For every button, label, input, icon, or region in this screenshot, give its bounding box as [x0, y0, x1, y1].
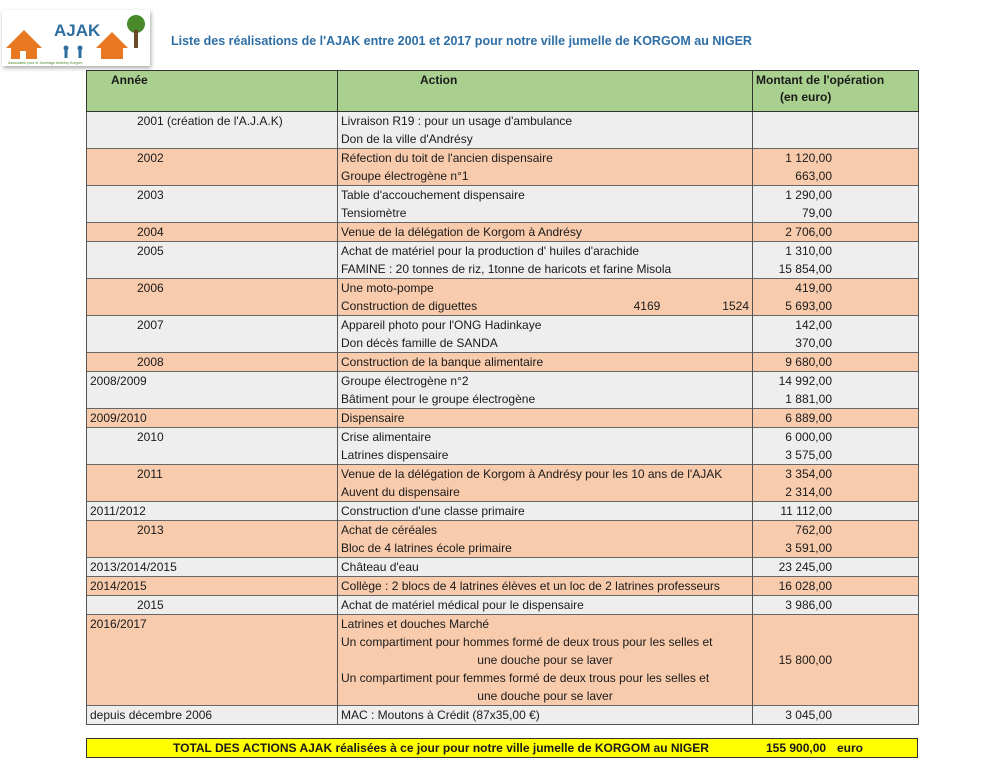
amount-cell: 2 314,00	[753, 483, 919, 502]
header-year: Année	[87, 71, 338, 112]
header-amount	[753, 71, 919, 112]
amount-cell: 1 881,00	[753, 390, 919, 409]
total-label: TOTAL DES ACTIONS AJAK réalisées à ce jour pour notre ville jumelle de KORGOM au NIGER	[173, 741, 709, 755]
action-cell: Venue de la délégation de Korgom à Andrésy	[338, 223, 753, 242]
amount-cell: 1 120,00	[753, 149, 919, 168]
year-cell: 2013/2014/2015	[87, 558, 338, 577]
table-row	[87, 615, 919, 634]
table-row	[87, 353, 919, 372]
header-amount-line1: Montant de l'opération	[756, 73, 885, 87]
table-row	[87, 409, 919, 428]
action-cell: Achat de céréales	[338, 521, 753, 540]
amount-cell: 142,00	[753, 316, 919, 335]
action-cell: Une moto-pompe	[338, 279, 753, 298]
action-cell: Auvent du dispensaire	[338, 483, 753, 502]
action-cell: Table d'accouchement dispensaire	[338, 186, 753, 205]
table-row	[87, 372, 919, 391]
year-cell: 2009/2010	[87, 409, 338, 428]
amount-cell: 11 112,00	[753, 502, 919, 521]
action-cell: Dispensaire	[338, 409, 753, 428]
year-cell: 2016/2017	[87, 615, 338, 634]
year-cell	[87, 446, 338, 465]
table-row	[87, 521, 919, 540]
year-cell	[87, 483, 338, 502]
year-cell	[87, 390, 338, 409]
amount-cell: 79,00	[753, 204, 919, 223]
action-cell: Construction de la banque alimentaire	[338, 353, 753, 372]
table-row	[87, 279, 919, 298]
action-cell: Livraison R19 : pour un usage d'ambulance	[338, 112, 753, 131]
action-cell: Don décès famille de SANDA	[338, 334, 753, 353]
table-row	[87, 669, 919, 687]
ajak-logo	[2, 10, 150, 66]
amount-cell: 5 693,00	[753, 297, 919, 316]
inline-number-2: 1524	[722, 298, 749, 313]
amount-cell	[753, 130, 919, 149]
amount-cell: 16 028,00	[753, 577, 919, 596]
action-cell: Groupe électrogène n°2	[338, 372, 753, 391]
action-cell: une douche pour se laver	[338, 687, 753, 706]
page-title: Liste des réalisations de l'AJAK entre 2001 et 2017 pour notre ville jumelle de KORGOM au NIGER	[171, 34, 752, 48]
year-cell: 2003	[87, 186, 338, 205]
amount-cell	[753, 112, 919, 131]
total-bar	[86, 738, 918, 758]
year-cell: 2001 (création de l'A.J.A.K)	[87, 112, 338, 131]
table-row	[87, 223, 919, 242]
action-text: Construction de diguettes	[341, 298, 478, 313]
action-cell: Collège : 2 blocs de 4 latrines élèves et un loc de 2 latrines professeurs	[338, 577, 753, 596]
amount-cell: 419,00	[753, 279, 919, 298]
table-row	[87, 539, 919, 558]
table-row	[87, 465, 919, 484]
year-cell: 2014/2015	[87, 577, 338, 596]
year-cell	[87, 130, 338, 149]
action-cell	[338, 297, 753, 316]
action-cell: Construction d'une classe primaire	[338, 502, 753, 521]
action-cell: Réfection du toit de l'ancien dispensaire	[338, 149, 753, 168]
table-row	[87, 687, 919, 706]
amount-cell	[753, 669, 919, 687]
year-cell: 2006	[87, 279, 338, 298]
action-cell: Bâtiment pour le groupe électrogène	[338, 390, 753, 409]
year-cell	[87, 204, 338, 223]
logo-tagline: Association pour le Jumelage Andrésy Korgom	[8, 61, 83, 65]
amount-cell: 6 000,00	[753, 428, 919, 447]
amount-cell: 3 986,00	[753, 596, 919, 615]
amount-cell: 3 575,00	[753, 446, 919, 465]
total-unit: euro	[837, 741, 864, 755]
action-cell: Un compartiment pour hommes formé de deux trous pour les selles et	[338, 633, 753, 651]
year-cell	[87, 651, 338, 669]
amount-cell: 663,00	[753, 167, 919, 186]
table-row	[87, 297, 919, 316]
amount-cell: 1 290,00	[753, 186, 919, 205]
realisations-table	[86, 70, 919, 725]
action-cell: MAC : Moutons à Crédit (87x35,00 €)	[338, 706, 753, 725]
year-cell	[87, 687, 338, 706]
amount-cell: 6 889,00	[753, 409, 919, 428]
table-row	[87, 186, 919, 205]
inline-number-1: 4169	[633, 298, 661, 313]
amount-cell: 23 245,00	[753, 558, 919, 577]
amount-cell: 370,00	[753, 334, 919, 353]
action-cell: Bloc de 4 latrines école primaire	[338, 539, 753, 558]
year-cell	[87, 297, 338, 316]
table-row	[87, 651, 919, 669]
table-row	[87, 596, 919, 615]
table-row	[87, 242, 919, 261]
action-cell: Château d'eau	[338, 558, 753, 577]
year-cell	[87, 167, 338, 186]
year-cell: 2004	[87, 223, 338, 242]
table-row	[87, 167, 919, 186]
action-cell: Groupe électrogène n°1	[338, 167, 753, 186]
action-cell: Appareil photo pour l'ONG Hadinkaye	[338, 316, 753, 335]
year-cell: 2011	[87, 465, 338, 484]
year-cell	[87, 260, 338, 279]
table-row	[87, 577, 919, 596]
action-cell: Achat de matériel pour la production d' huiles d'arachide	[338, 242, 753, 261]
amount-cell: 15 800,00	[753, 651, 919, 669]
action-cell: Tensiomètre	[338, 204, 753, 223]
action-cell: Achat de matériel médical pour le dispensaire	[338, 596, 753, 615]
year-cell: 2010	[87, 428, 338, 447]
table-row	[87, 483, 919, 502]
year-cell: 2008/2009	[87, 372, 338, 391]
action-cell: Latrines dispensaire	[338, 446, 753, 465]
table-row	[87, 260, 919, 279]
action-cell: Latrines et douches Marché	[338, 615, 753, 634]
total-value: 155 900,00	[766, 741, 827, 755]
inline-numbers	[634, 298, 749, 315]
table-row	[87, 428, 919, 447]
year-cell: 2002	[87, 149, 338, 168]
amount-cell: 1 310,00	[753, 242, 919, 261]
year-cell: 2005	[87, 242, 338, 261]
table-row	[87, 112, 919, 131]
amount-cell: 3 591,00	[753, 539, 919, 558]
year-cell: 2015	[87, 596, 338, 615]
amount-cell: 15 854,00	[753, 260, 919, 279]
amount-cell: 3 354,00	[753, 465, 919, 484]
action-cell: FAMINE : 20 tonnes de riz, 1tonne de haricots et farine Misola	[338, 260, 753, 279]
amount-cell: 14 992,00	[753, 372, 919, 391]
amount-cell	[753, 687, 919, 706]
amount-cell: 3 045,00	[753, 706, 919, 725]
year-cell: 2013	[87, 521, 338, 540]
action-cell: Un compartiment pour femmes formé de deux trous pour les selles et	[338, 669, 753, 687]
ajak-logo-graphic	[2, 10, 150, 66]
table-row	[87, 633, 919, 651]
amount-cell: 762,00	[753, 521, 919, 540]
table-row	[87, 204, 919, 223]
table-row	[87, 558, 919, 577]
action-cell: une douche pour se laver	[338, 651, 753, 669]
year-cell: depuis décembre 2006	[87, 706, 338, 725]
year-cell: 2011/2012	[87, 502, 338, 521]
amount-cell: 2 706,00	[753, 223, 919, 242]
year-cell	[87, 334, 338, 353]
table-row	[87, 502, 919, 521]
table-row	[87, 149, 919, 168]
amount-cell	[753, 615, 919, 634]
year-cell	[87, 669, 338, 687]
table-row	[87, 390, 919, 409]
table-header-row	[87, 71, 919, 112]
action-cell: Don de la ville d'Andrésy	[338, 130, 753, 149]
table-row	[87, 706, 919, 725]
table-row	[87, 130, 919, 149]
table-row	[87, 334, 919, 353]
amount-cell	[753, 633, 919, 651]
year-cell: 2007	[87, 316, 338, 335]
table-row	[87, 446, 919, 465]
amount-cell: 9 680,00	[753, 353, 919, 372]
action-cell: Venue de la délégation de Korgom à Andrésy pour les 10 ans de l'AJAK	[338, 465, 753, 484]
year-cell	[87, 539, 338, 558]
header-action: Action	[338, 71, 753, 112]
logo-text: AJAK	[54, 21, 101, 40]
year-cell	[87, 633, 338, 651]
action-cell: Crise alimentaire	[338, 428, 753, 447]
table-row	[87, 316, 919, 335]
year-cell: 2008	[87, 353, 338, 372]
header-amount-line2: (en euro)	[780, 90, 832, 104]
